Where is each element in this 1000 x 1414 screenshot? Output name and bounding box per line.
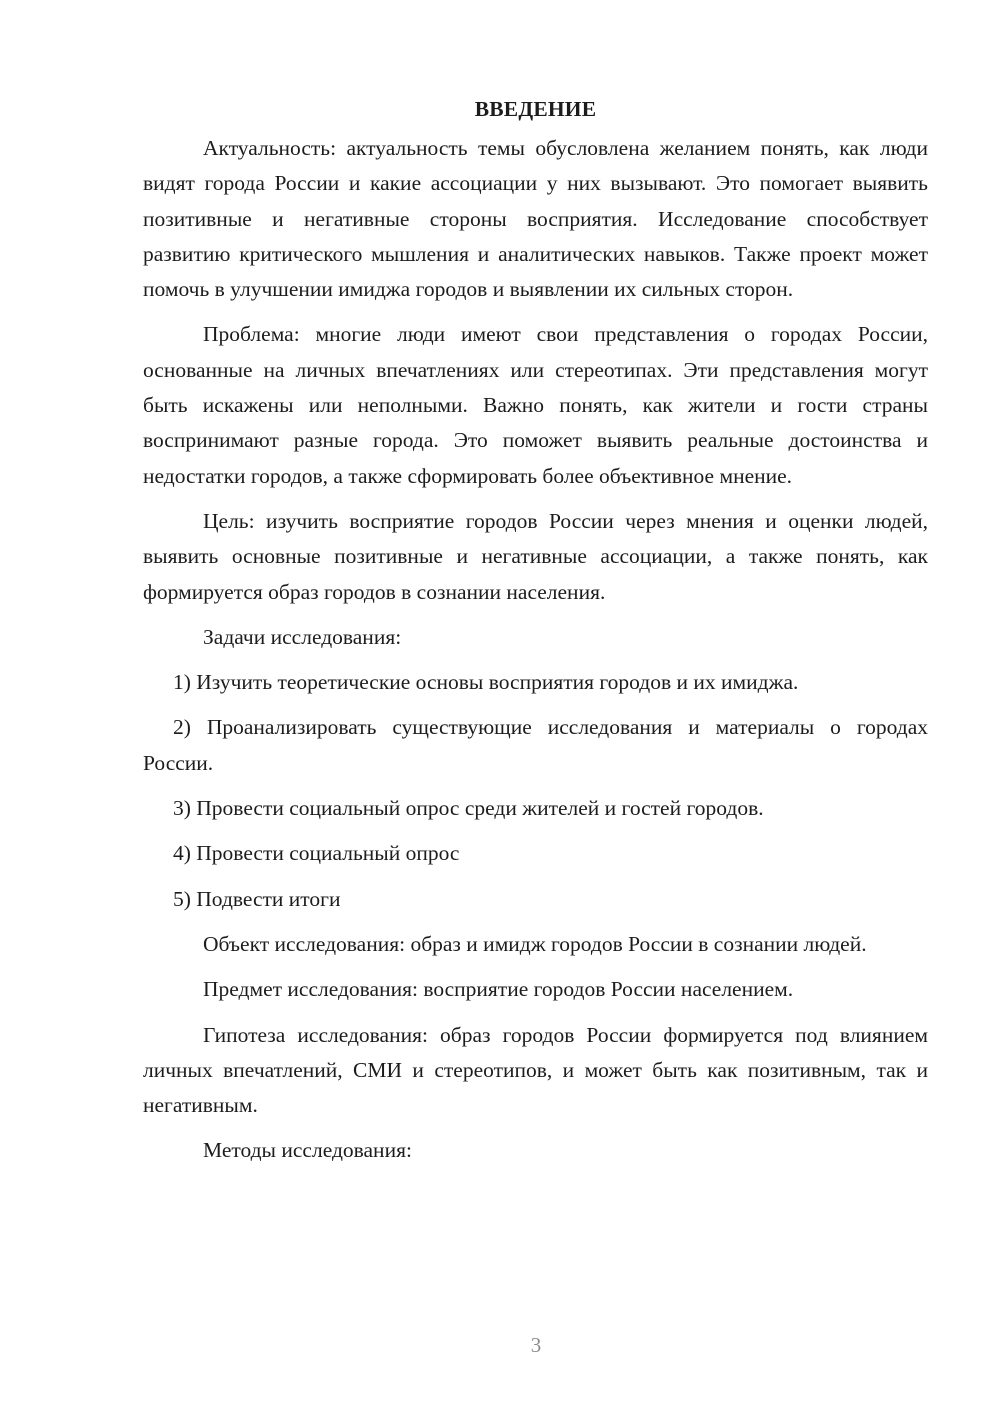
paragraph-problem: Проблема: многие люди имеют свои представления о городах России, основанные на личных впечатлениях или стереотипах. Эти представления могут быть искажены или неполными. Важно понять, как жители и гости страны воспринимают разные города. Это поможет выявить реальные достоинства и недостатки городов, а также сформировать более объективное мнение. — [143, 322, 928, 488]
task-item-4: 4) Провести социальный опрос — [173, 841, 460, 866]
paragraph-tasks-heading: Задачи исследования: — [203, 624, 402, 649]
paragraph-object: Объект исследования: образ и имидж городов России в сознании людей. — [203, 931, 867, 956]
paragraph-relevance: Актуальность: актуальность темы обусловлена желанием понять, как люди видят города России и какие ассоциации у них вызывают. Это помогает выявить позитивные и негативные стороны восприятия. Исследование способствует развитию критического мышления и аналитических навыков. Также проект может помочь в улучшении имиджа городов и выявлении их сильных сторон. — [143, 136, 928, 302]
task-item-1: 1) Изучить теоретические основы восприятия городов и их имиджа. — [173, 670, 799, 695]
task-item-2: 2) Проанализировать существующие исследования и материалы о городах России. — [143, 715, 928, 775]
page-content — [143, 92, 928, 1169]
section-title: ВВЕДЕНИЕ — [474, 97, 597, 121]
page-number: 3 — [530, 1333, 542, 1357]
paragraph-goal: Цель: изучить восприятие городов России через мнения и оценки людей, выявить основные позитивные и негативные ассоциации, а также понять, как формируется образ городов в сознании населения. — [143, 508, 928, 604]
paragraph-subject: Предмет исследования: восприятие городов России населением. — [203, 977, 794, 1002]
paragraph-methods: Методы исследования: — [203, 1138, 412, 1163]
task-item-5: 5) Подвести итоги — [173, 886, 341, 911]
task-item-3: 3) Провести социальный опрос среди жителей и гостей городов. — [173, 796, 764, 821]
paragraph-hypothesis: Гипотеза исследования: образ городов России формируется под влиянием личных впечатлений, СМИ и стереотипов, и может быть как позитивным, так и негативным. — [143, 1022, 928, 1118]
